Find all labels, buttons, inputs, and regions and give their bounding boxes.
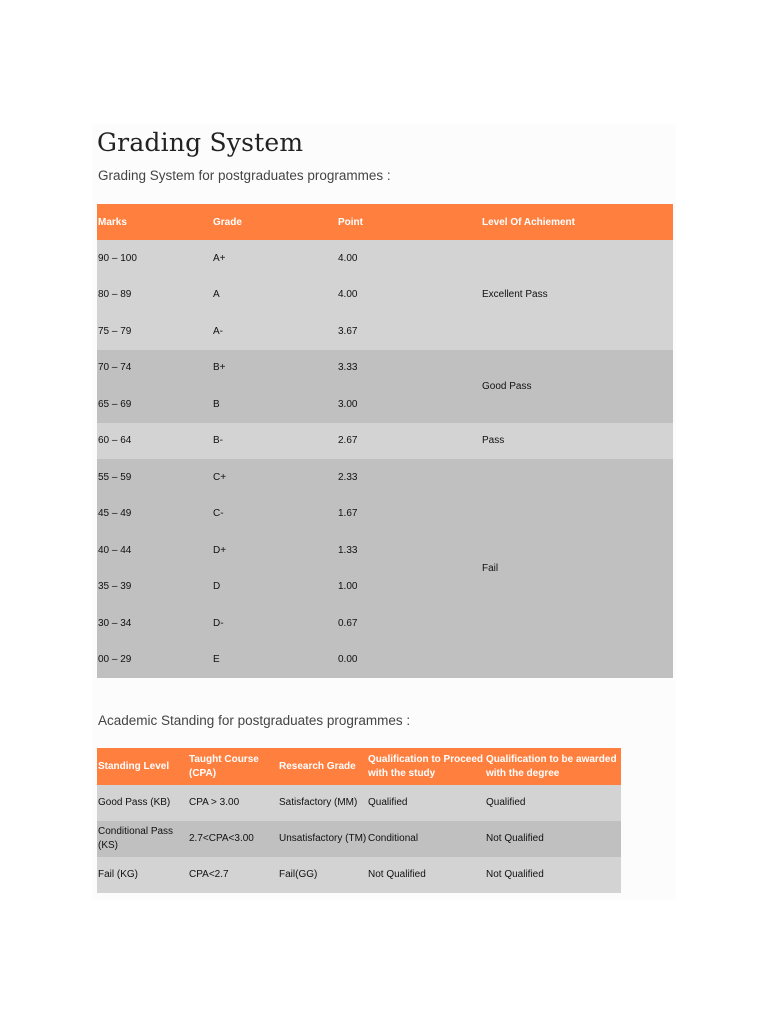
grading-table [97,204,673,678]
column-header: Taught Course (CPA) [188,748,278,785]
table-cell: 2.7<CPA<3.00 [188,821,278,857]
column-header: Grade [212,204,337,240]
page-title: Grading System [97,128,304,157]
table-cell: Not Qualified [485,821,621,857]
marks-cell: 80 – 89 [97,277,212,314]
point-cell: 4.00 [337,277,481,314]
table-cell: CPA<2.7 [188,857,278,893]
point-cell: 1.33 [337,532,481,569]
level-cell: Pass [481,423,673,460]
table-row [97,821,621,857]
table-row [97,459,673,496]
point-cell: 3.67 [337,313,481,350]
marks-cell: 70 – 74 [97,350,212,387]
table-cell: CPA > 3.00 [188,785,278,821]
table-cell: Satisfactory (MM) [278,785,367,821]
grade-cell: E [212,642,337,679]
grade-cell: C+ [212,459,337,496]
column-header: Standing Level [97,748,188,785]
point-cell: 0.67 [337,605,481,642]
table-cell: Good Pass (KB) [97,785,188,821]
grade-cell: A [212,277,337,314]
table-cell: Not Qualified [485,857,621,893]
column-header: Point [337,204,481,240]
grade-cell: A+ [212,240,337,277]
marks-cell: 60 – 64 [97,423,212,460]
point-cell: 2.33 [337,459,481,496]
grade-cell: D+ [212,532,337,569]
academic-standing-table [97,748,621,893]
grade-cell: D- [212,605,337,642]
point-cell: 3.00 [337,386,481,423]
column-header: Qualification to Proceed with the study [367,748,485,785]
page-subtitle: Grading System for postgraduates programmes : [98,168,391,183]
grade-cell: B [212,386,337,423]
point-cell: 4.00 [337,240,481,277]
standing-subtitle: Academic Standing for postgraduates programmes : [98,713,411,728]
marks-cell: 90 – 100 [97,240,212,277]
marks-cell: 30 – 34 [97,605,212,642]
grade-cell: B+ [212,350,337,387]
table-row [97,423,673,460]
column-header: Level Of Achiement [481,204,673,240]
marks-cell: 55 – 59 [97,459,212,496]
table-cell: Not Qualified [367,857,485,893]
table-header-row [97,748,621,785]
marks-cell: 65 – 69 [97,386,212,423]
table-row [97,350,673,387]
table-cell: Qualified [367,785,485,821]
table-cell: Fail (KG) [97,857,188,893]
column-header: Research Grade [278,748,367,785]
point-cell: 0.00 [337,642,481,679]
level-cell: Excellent Pass [481,240,673,350]
grade-cell: A- [212,313,337,350]
table-row [97,240,673,277]
table-cell: Conditional Pass (KS) [97,821,188,857]
table-row [97,785,621,821]
level-cell: Fail [481,459,673,678]
table-cell: Unsatisfactory (TM) [278,821,367,857]
marks-cell: 75 – 79 [97,313,212,350]
table-cell: Qualified [485,785,621,821]
column-header: Qualification to be awarded with the degree [485,748,621,785]
table-header-row [97,204,673,240]
grade-cell: C- [212,496,337,533]
level-cell: Good Pass [481,350,673,423]
grade-cell: B- [212,423,337,460]
point-cell: 3.33 [337,350,481,387]
column-header: Marks [97,204,212,240]
marks-cell: 45 – 49 [97,496,212,533]
marks-cell: 00 – 29 [97,642,212,679]
point-cell: 2.67 [337,423,481,460]
grade-cell: D [212,569,337,606]
table-row [97,857,621,893]
marks-cell: 35 – 39 [97,569,212,606]
table-cell: Conditional [367,821,485,857]
point-cell: 1.00 [337,569,481,606]
table-cell: Fail(GG) [278,857,367,893]
marks-cell: 40 – 44 [97,532,212,569]
point-cell: 1.67 [337,496,481,533]
